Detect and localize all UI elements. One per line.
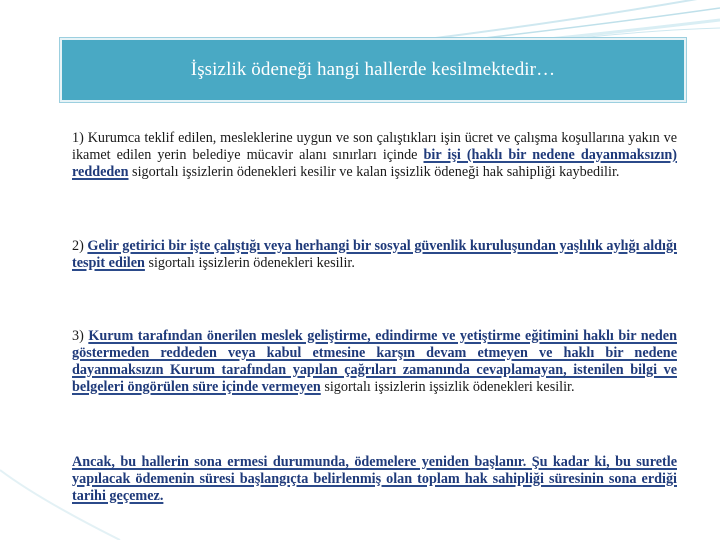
item-3-tail: sigortalı işsizlerin işsizlik ödenekleri kesilir. [324, 379, 575, 395]
item-2-underlined: Gelir getirici bir işte çalıştığı veya herhangi bir sosyal güvenlik kuruluşundan yaşlılık aylığı aldığı tespit edilen [72, 238, 677, 271]
item-1 [72, 130, 677, 181]
item-1-text: Kurumca teklif edilen, mesleklerine uygun ve son çalıştıkları işin ücret ve çalışma koşullarına yakın ve ikamet edilen yerin belediye mücavir alanı sınırları içinde [72, 130, 678, 163]
item-2-tail: sigortalı işsizlerin ödenekleri kesilir. [148, 255, 355, 271]
title-banner [60, 38, 686, 102]
item-1-tail: sigortalı işsizlerin ödenekleri kesilir ve kalan işsizlik ödeneği hak sahipliği kaybedilir. [132, 164, 620, 180]
item-3-underlined: Kurum tarafından önerilen meslek geliştirme, edindirme ve yetiştirme eğitimini haklı bir neden göstermeden reddeden veya kabul etmesine karşın devam etmeyen ve haklı bir nedene dayanmaksızın Kurum tarafından yapılan çağrıları zamanında cevaplamayan, istenilen bilgi ve belgeleri öngörülen süre içinde vermeyen [72, 328, 677, 395]
item-2-number: 2) [72, 238, 84, 254]
item-1-number: 1) [72, 130, 84, 146]
closing-note [72, 454, 677, 505]
item-2 [72, 238, 677, 272]
item-3 [72, 328, 677, 396]
item-1-underlined: bir işi (haklı bir nedene dayanmaksızın) reddeden [72, 147, 678, 180]
slide-title: İşsizlik ödeneği hangi hallerde kesilmektedir… [190, 59, 556, 80]
item-3-number: 3) [72, 328, 84, 344]
closing-note-text: Ancak, bu hallerin sona ermesi durumunda, ödemelere yeniden başlanır. Şu kadar ki, bu suretle yapılacak ödemenin süresi başlangıçta belirlenmiş olan toplam hak sahipliği süresinin sona erdiği tarihi geçemez. [72, 454, 677, 504]
